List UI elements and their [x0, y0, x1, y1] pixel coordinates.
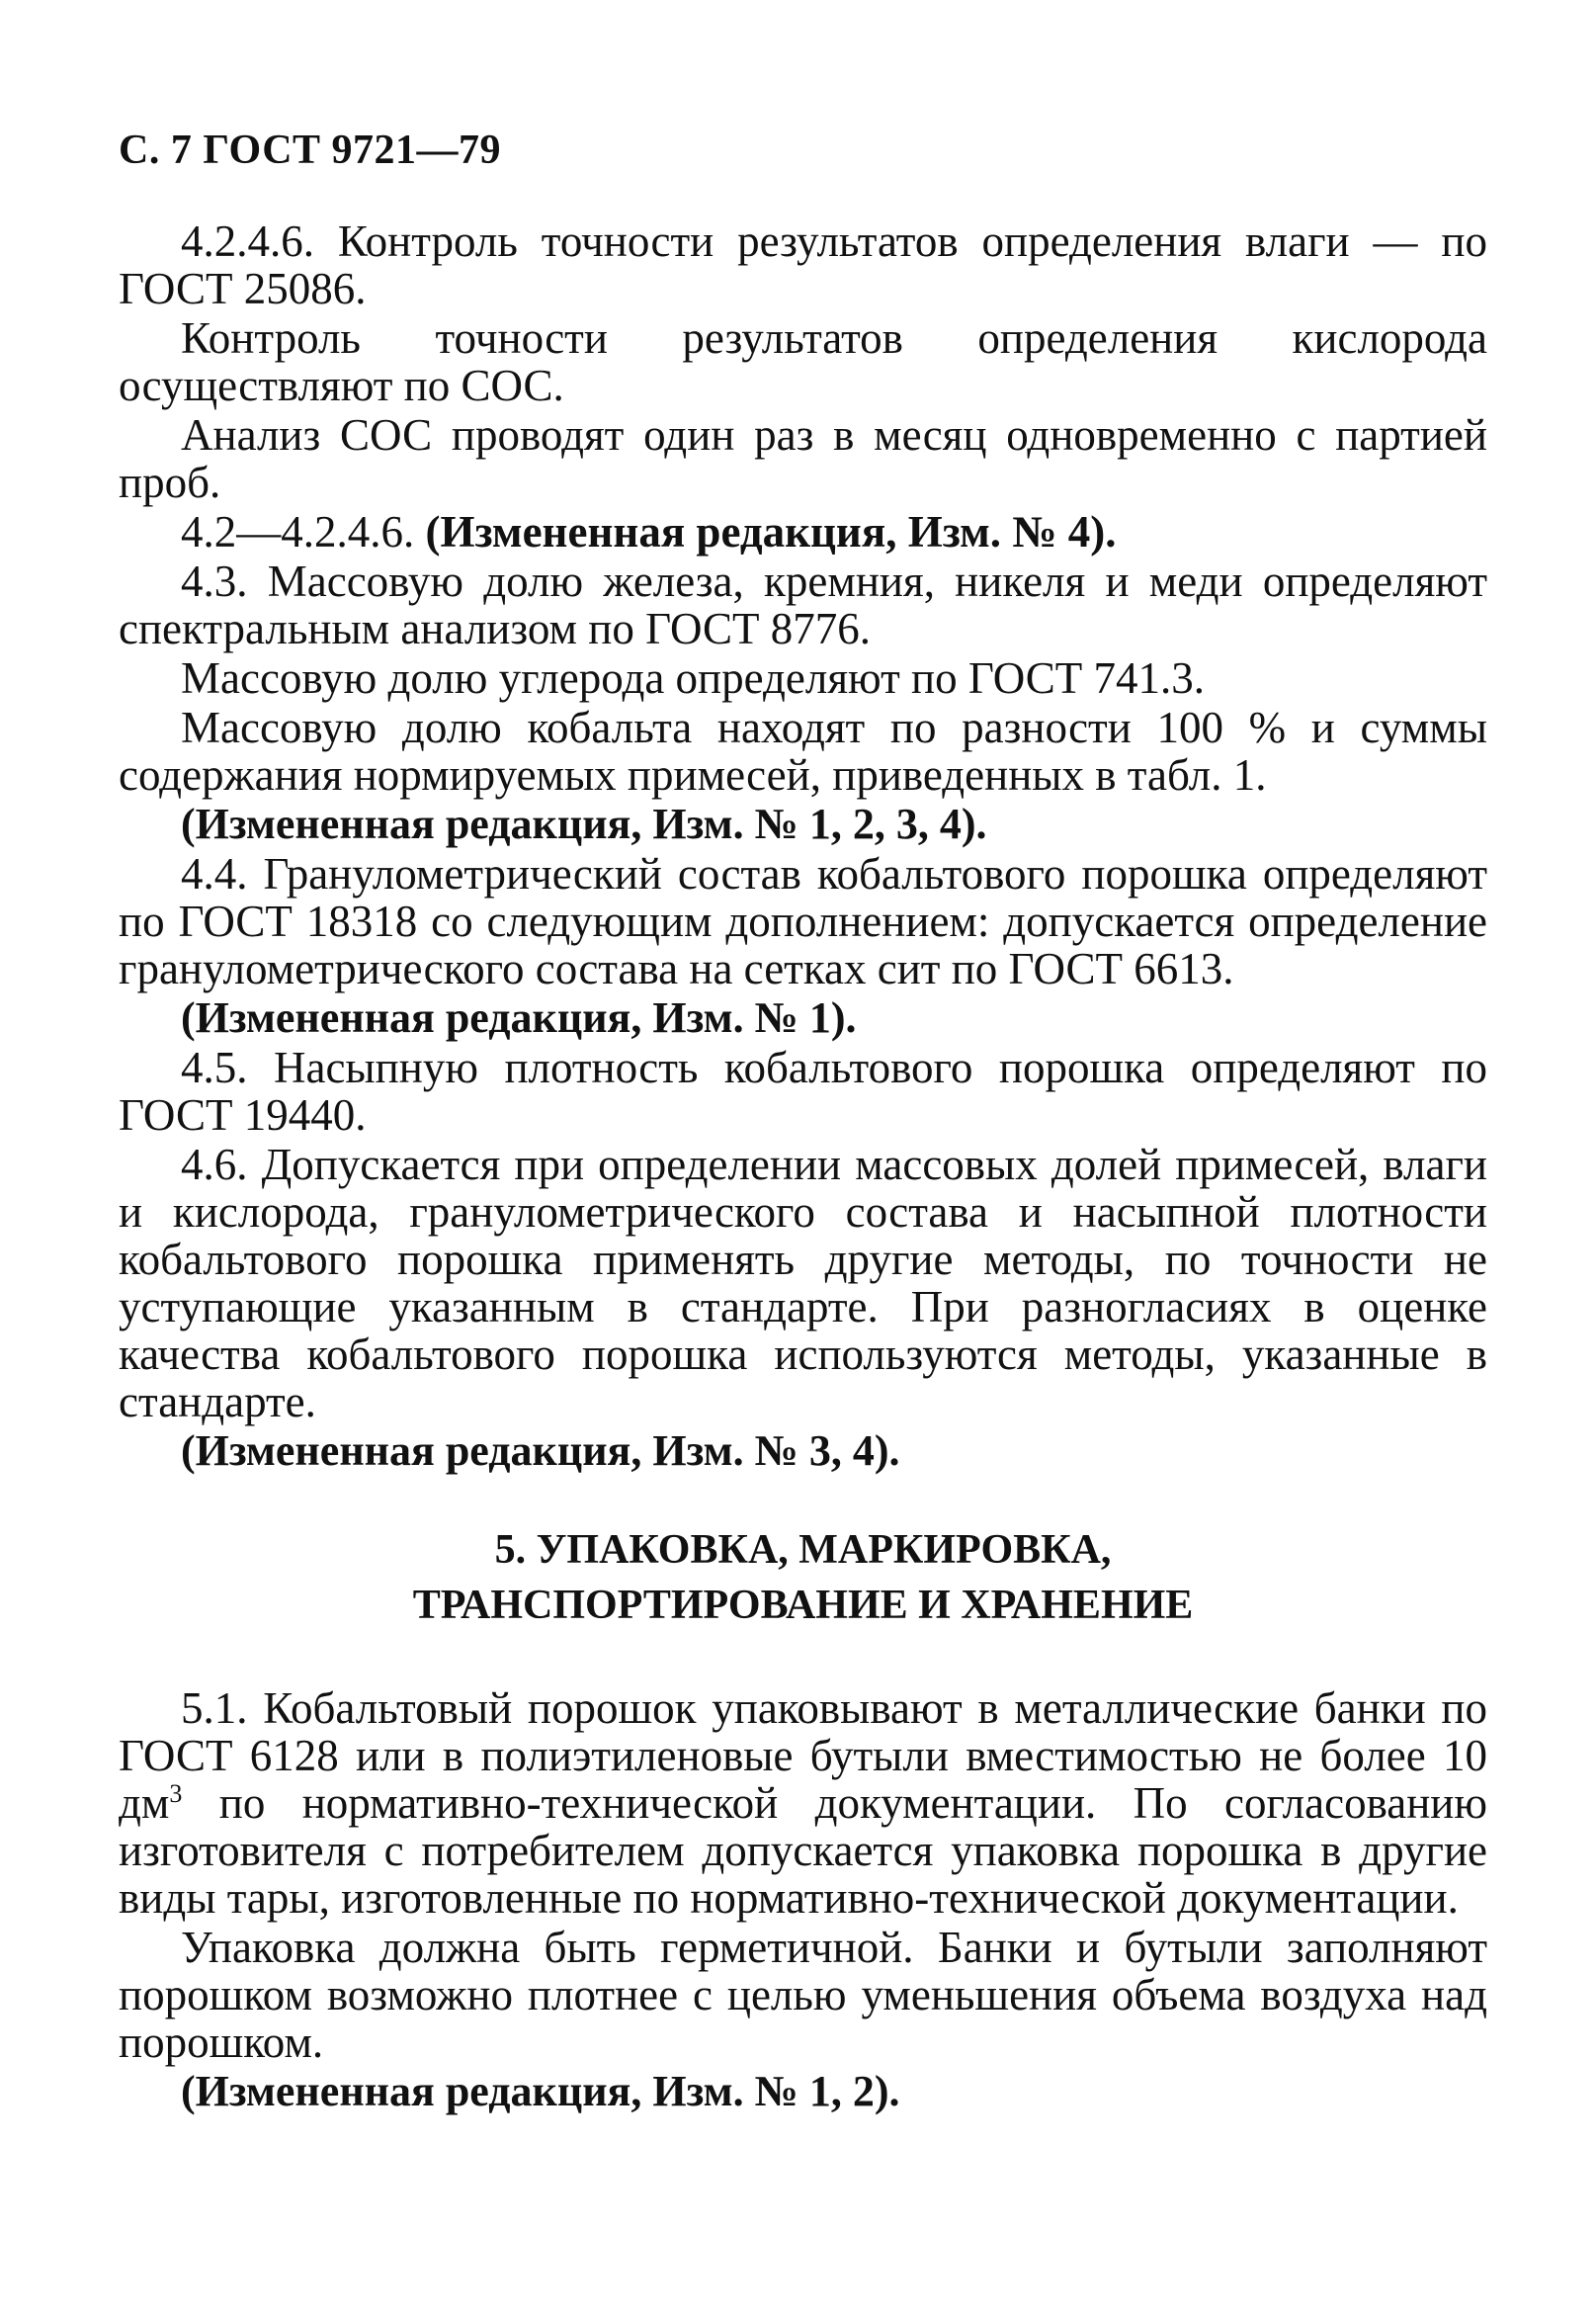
running-head: С. 7 ГОСТ 9721—79	[119, 128, 502, 173]
paragraph	[119, 508, 1487, 556]
amendment-note: (Измененная редакция, Изм. № 4).	[425, 507, 1117, 557]
paragraph: Массовую долю углерода определяют по ГОСТ 741.3.	[181, 653, 1206, 703]
amendment-note: (Измененная редакция, Изм. № 3, 4).	[181, 1426, 900, 1475]
paragraph: Анализ СОС проводят один раз в месяц одновременно с партией проб.	[119, 410, 1487, 507]
section-5-title-line-1: 5. УПАКОВКА, МАРКИРОВКА,	[494, 1527, 1112, 1573]
section-5-title	[119, 1522, 1487, 1633]
superscript-3: 3	[169, 1779, 183, 1808]
paragraph: 4.4. Гранулометрический состав кобальтового порошка определяют по ГОСТ 18318 со следующим дополнением: допускается определение гранулометрического состава на сетках сит по ГОСТ 6613.	[119, 849, 1487, 993]
paragraph-5-1-part-b: по нормативно-технической документации. По согласованию изготовителя с потребителем допускается упаковка порошка в другие виды тары, изготовленные по нормативно-технической документации.	[119, 1778, 1487, 1923]
paragraph: 4.2.4.6. Контроль точности результатов определения влаги — по ГОСТ 25086.	[119, 216, 1487, 313]
paragraph: Контроль точности результатов определения кислорода осуществляют по СОС.	[119, 313, 1487, 410]
section-5-title-line-2: ТРАНСПОРТИРОВАНИЕ И ХРАНЕНИЕ	[412, 1583, 1194, 1628]
amendment-note: (Измененная редакция, Изм. № 1, 2).	[181, 2067, 900, 2115]
paragraph: 4.3. Массовую долю железа, кремния, никеля и меди определяют спектральным анализом по ГОСТ 8776.	[119, 557, 1487, 653]
document-page	[119, 127, 1487, 2117]
paragraph: 4.6. Допускается при определении массовых долей примесей, влаги и кислорода, гранулометрического состава и насыпной плотности кобальтового порошка применять другие методы, по точности не уступающие указанным в стандарте. При разногласиях в оценке качества кобальтового порошка используются методы, указанные в стандарте.	[119, 1140, 1487, 1426]
paragraph-5-1-part-a: 5.1. Кобальтовый порошок упаковывают в металлические банки по ГОСТ 6128 или в полиэтиленовые бутыли вместимостью не более 10 дм	[119, 1683, 1487, 1828]
paragraph: 4.5. Насыпную плотность кобальтового порошка определяют по ГОСТ 19440.	[119, 1043, 1487, 1140]
paragraph-5-1	[119, 1684, 1487, 1922]
amendment-note: (Измененная редакция, Изм. № 1).	[181, 993, 857, 1042]
section-4-text	[119, 217, 1487, 1475]
paragraph-packaging: Упаковка должна быть герметичной. Банки и бутыли заполняют порошком возможно плотнее с целью уменьшения объема воздуха над порошком.	[119, 1923, 1487, 2067]
paragraph-prefix: 4.2—4.2.4.6.	[181, 507, 426, 557]
paragraph: Массовую долю кобальта находят по разности 100 % и суммы содержания нормируемых примесей, приведенных в табл. 1.	[119, 703, 1487, 800]
amendment-note: (Измененная редакция, Изм. № 1, 2, 3, 4).	[181, 800, 987, 848]
